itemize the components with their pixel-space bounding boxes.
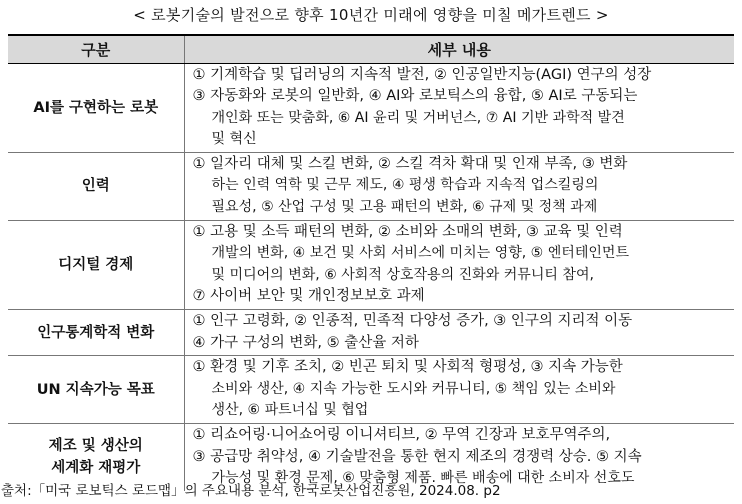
category-label: AI를 구현하는 로봇 [33,99,159,116]
category-cell [8,310,184,356]
detail-line: ⑦ 사이버 보안 및 개인정보보호 과제 [192,288,425,305]
source-citation: 출처:「미국 로보틱스 로드맵」의 주요내용 분석, 한국로봇산업진흥원, 2024.08. p2 [1,483,501,499]
detail-cell [184,152,734,220]
detail-line: ① 리쇼어링·니어쇼어링 이니셔티브, ② 무역 긴장과 보호무역주의, [192,427,611,443]
table-row [8,356,734,424]
detail-line: 필요성, ⑤ 산업 구성 및 고용 패턴의 변화, ⑥ 규제 및 정책 과제 [211,199,598,216]
category-label: 인력 [81,178,110,195]
detail-line: ① 인구 고령화, ② 인종적, 민족적 다양성 증가, ③ 인구의 지리적 이동 [192,313,633,330]
detail-line: ① 기계학습 및 딥러닝의 지속적 발전, ② 인공일반지능(AGI) 연구의 성장 [192,66,652,83]
detail-line: 하는 인력 역학 및 근무 제도, ④ 평생 학습과 지속적 업스킬링의 [211,177,599,194]
category-label: UN 지속가능 목표 [36,381,155,398]
header-category: 구분 [8,35,184,63]
detail-cell [184,63,734,152]
detail-line: ③ 공급망 취약성, ④ 기술발전을 통한 현지 제조의 경쟁력 상승. ⑤ 지속 [192,448,642,465]
detail-line: ① 환경 및 기후 조치, ② 빈곤 퇴치 및 사회적 형평성, ③ 지속 가능한 [192,359,623,376]
detail-cell [184,220,734,309]
category-label: 디지털 경제 [58,256,134,273]
detail-line: 개인화 또는 맞춤화, ⑥ AI 윤리 및 거버넌스, ⑦ AI 기반 과학적 발견 [211,109,625,126]
table-header-row [8,35,734,63]
table-row [8,63,734,152]
table-row [8,220,734,309]
category-cell [8,220,184,309]
category-cell [8,63,184,152]
detail-line: ① 고용 및 소득 패턴의 변화, ② 소비와 소매의 변화, ③ 교육 및 인력 [192,223,623,240]
detail-line: 개발의 변화, ④ 보건 및 사회 서비스에 미치는 영향, ⑤ 엔터테인먼트 [211,245,630,262]
table-row [8,152,734,220]
detail-cell [184,310,734,356]
detail-line: 생산, ⑥ 파트너십 및 협업 [211,402,369,419]
megatrend-table [8,34,734,491]
header-detail: 세부 내용 [184,35,734,63]
table-title: < 로봇기술의 발전으로 향후 10년간 미래에 영향을 미칠 메가트렌드 > [133,6,609,24]
category-label: 인구통계학적 변화 [37,324,155,341]
detail-line: 및 혁신 [211,131,257,148]
detail-cell [184,356,734,424]
detail-line: 소비와 생산, ④ 지속 가능한 도시와 커뮤니티, ⑤ 책임 있는 소비와 [211,380,616,397]
detail-line: 가능성 및 환경 문제, ⑥ 맞춤형 제품. 빠른 배송에 대한 소비자 선호도 [211,470,635,487]
table-row [8,310,734,356]
category-label: 세계화 재평가 [51,460,141,477]
detail-line: ① 일자리 대체 및 스킬 변화, ② 스킬 격차 확대 및 인재 부족, ③ 변화 [192,155,628,172]
detail-line: 및 미디어의 변화, ⑥ 사회적 상호작용의 진화와 커뮤니티 참여, [211,266,594,283]
category-cell [8,356,184,424]
category-label: 제조 및 생산의 [48,438,143,455]
detail-line: ④ 가구 구성의 변화, ⑤ 출산율 저하 [192,334,419,351]
category-cell [8,152,184,220]
detail-line: ③ 자동화와 로봇의 일반화, ④ AI와 로보틱스의 융합, ⑤ AI로 구동되는 [192,88,638,105]
